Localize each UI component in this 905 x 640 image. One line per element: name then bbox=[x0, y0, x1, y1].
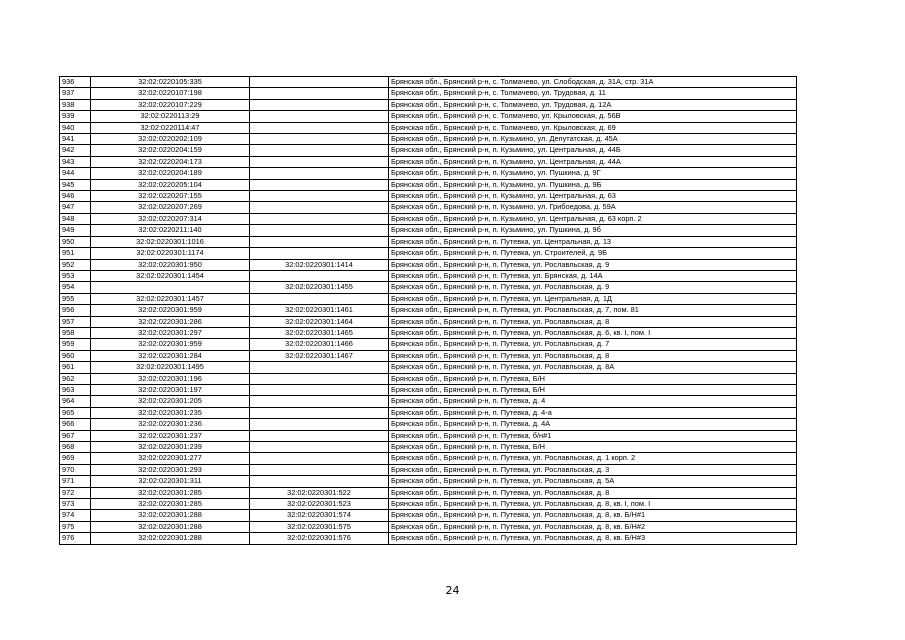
table-row bbox=[60, 350, 797, 361]
sub-cadastral-number-cell bbox=[250, 156, 389, 167]
address-cell: Брянская обл., Брянский р-н, п. Путевка, ул. Рославльская, д. 8, кв. I, пом. I bbox=[389, 499, 797, 510]
address-cell: Брянская обл., Брянский р-н, с. Толмачево, ул. Трудовая, д. 11 bbox=[389, 88, 797, 99]
cadastral-number-cell: 32:02:0220204:173 bbox=[91, 156, 250, 167]
table-row bbox=[60, 487, 797, 498]
row-number-cell: 948 bbox=[60, 213, 91, 224]
address-cell: Брянская обл., Брянский р-н, п. Путевка, ул. Рославльская, д. 8 bbox=[389, 487, 797, 498]
row-number-cell: 960 bbox=[60, 350, 91, 361]
row-number-cell: 974 bbox=[60, 510, 91, 521]
address-cell: Брянская обл., Брянский р-н, п. Путевка, ул. Рославльская, д. 7 bbox=[389, 339, 797, 350]
address-cell: Брянская обл., Брянский р-н, п. Путевка, д. 4 bbox=[389, 396, 797, 407]
cadastral-number-cell: 32:02:0220301:286 bbox=[91, 316, 250, 327]
row-number-cell: 939 bbox=[60, 111, 91, 122]
sub-cadastral-number-cell bbox=[250, 99, 389, 110]
row-number-cell: 954 bbox=[60, 282, 91, 293]
address-cell: Брянская обл., Брянский р-н, п. Путевка, д. 4А bbox=[389, 419, 797, 430]
sub-cadastral-number-cell bbox=[250, 213, 389, 224]
sub-cadastral-number-cell bbox=[250, 464, 389, 475]
table-row bbox=[60, 156, 797, 167]
row-number-cell: 951 bbox=[60, 248, 91, 259]
sub-cadastral-number-cell bbox=[250, 430, 389, 441]
cadastral-number-cell: 32:02:0220204:159 bbox=[91, 145, 250, 156]
table-row bbox=[60, 339, 797, 350]
cadastral-number-cell: 32:02:0220301:311 bbox=[91, 476, 250, 487]
address-cell: Брянская обл., Брянский р-н, п. Кузьмино, ул. Пушкина, д. 9Г bbox=[389, 168, 797, 179]
table-row bbox=[60, 384, 797, 395]
sub-cadastral-number-cell: 32:02:0220301:1467 bbox=[250, 350, 389, 361]
cadastral-number-cell: 32:02:0220301:1016 bbox=[91, 236, 250, 247]
sub-cadastral-number-cell bbox=[250, 476, 389, 487]
table-row bbox=[60, 122, 797, 133]
sub-cadastral-number-cell bbox=[250, 111, 389, 122]
address-cell: Брянская обл., Брянский р-н, п. Путевка, ул. Рославльская, д. 8, кв. Б/Н#2 bbox=[389, 521, 797, 532]
cadastral-number-cell: 32:02:0220301:950 bbox=[91, 259, 250, 270]
cadastral-number-cell: 32:02:0220301:1495 bbox=[91, 362, 250, 373]
row-number-cell: 943 bbox=[60, 156, 91, 167]
table-row bbox=[60, 213, 797, 224]
cadastral-number-cell: 32:02:0220301:959 bbox=[91, 305, 250, 316]
sub-cadastral-number-cell bbox=[250, 248, 389, 259]
address-cell: Брянская обл., Брянский р-н, п. Путевка, ул. Рославльская, д. 3 bbox=[389, 464, 797, 475]
address-cell: Брянская обл., Брянский р-н, п. Путевка, ул. Рославльская, д. 8 bbox=[389, 350, 797, 361]
address-cell: Брянская обл., Брянский р-н, п. Путевка, ул. Строителей, д. 9Б bbox=[389, 248, 797, 259]
table-row bbox=[60, 259, 797, 270]
table-row bbox=[60, 396, 797, 407]
address-cell: Брянская обл., Брянский р-н, п. Путевка, ул. Рославльская, д. 9 bbox=[389, 259, 797, 270]
table-row bbox=[60, 476, 797, 487]
sub-cadastral-number-cell bbox=[250, 225, 389, 236]
sub-cadastral-number-cell bbox=[250, 419, 389, 430]
sub-cadastral-number-cell bbox=[250, 396, 389, 407]
row-number-cell: 949 bbox=[60, 225, 91, 236]
cadastral-number-cell: 32:02:0220301:196 bbox=[91, 373, 250, 384]
row-number-cell: 973 bbox=[60, 499, 91, 510]
table-row bbox=[60, 202, 797, 213]
cadastral-number-cell: 32:02:0220301:288 bbox=[91, 510, 250, 521]
row-number-cell: 972 bbox=[60, 487, 91, 498]
cadastral-number-cell: 32:02:0220301:237 bbox=[91, 430, 250, 441]
sub-cadastral-number-cell: 32:02:0220301:1414 bbox=[250, 259, 389, 270]
address-cell: Брянская обл., Брянский р-н, п. Путевка, ул. Рославльская, д. 8, кв. Б/Н#1 bbox=[389, 510, 797, 521]
cadastral-number-cell: 32:02:0220301:285 bbox=[91, 499, 250, 510]
address-cell: Брянская обл., Брянский р-н, п. Путевка, ул. Брянская, д. 14А bbox=[389, 270, 797, 281]
address-cell: Брянская обл., Брянский р-н, с. Толмачево, ул. Трудовая, д. 12А bbox=[389, 99, 797, 110]
sub-cadastral-number-cell bbox=[250, 77, 389, 88]
row-number-cell: 942 bbox=[60, 145, 91, 156]
address-cell: Брянская обл., Брянский р-н, с. Толмачево, ул. Слободская, д. 31А, стр. 31А bbox=[389, 77, 797, 88]
row-number-cell: 971 bbox=[60, 476, 91, 487]
cadastral-number-cell: 32:02:0220114:47 bbox=[91, 122, 250, 133]
cadastral-number-cell: 32:02:0220205:104 bbox=[91, 179, 250, 190]
cadastral-number-cell: 32:02:0220301:1454 bbox=[91, 270, 250, 281]
address-cell: Брянская обл., Брянский р-н, п. Путевка, Б/Н bbox=[389, 442, 797, 453]
cadastral-number-cell: 32:02:0220301:1174 bbox=[91, 248, 250, 259]
address-cell: Брянская обл., Брянский р-н, п. Кузьмино, ул. Центральная, д. 63 корп. 2 bbox=[389, 213, 797, 224]
row-number-cell: 961 bbox=[60, 362, 91, 373]
cadastral-number-cell: 32:02:0220301:1457 bbox=[91, 293, 250, 304]
address-cell: Брянская обл., Брянский р-н, п. Путевка, б/н#1 bbox=[389, 430, 797, 441]
sub-cadastral-number-cell bbox=[250, 442, 389, 453]
table-row bbox=[60, 111, 797, 122]
table-row bbox=[60, 407, 797, 418]
row-number-cell: 963 bbox=[60, 384, 91, 395]
table-row bbox=[60, 510, 797, 521]
cadastral-number-cell: 32:02:0220301:239 bbox=[91, 442, 250, 453]
table-row bbox=[60, 305, 797, 316]
cadastral-number-cell: 32:02:0220301:284 bbox=[91, 350, 250, 361]
cadastral-number-cell: 32:02:0220107:198 bbox=[91, 88, 250, 99]
address-cell: Брянская обл., Брянский р-н, п. Путевка, Б/Н bbox=[389, 384, 797, 395]
table-row bbox=[60, 270, 797, 281]
cadastral-number-cell: 32:02:0220301:235 bbox=[91, 407, 250, 418]
sub-cadastral-number-cell: 32:02:0220301:1466 bbox=[250, 339, 389, 350]
row-number-cell: 975 bbox=[60, 521, 91, 532]
sub-cadastral-number-cell: 32:02:0220301:1465 bbox=[250, 327, 389, 338]
row-number-cell: 966 bbox=[60, 419, 91, 430]
row-number-cell: 964 bbox=[60, 396, 91, 407]
address-cell: Брянская обл., Брянский р-н, п. Кузьмино, ул. Грибоедова, д. 59А bbox=[389, 202, 797, 213]
sub-cadastral-number-cell: 32:02:0220301:1455 bbox=[250, 282, 389, 293]
address-cell: Брянская обл., Брянский р-н, п. Путевка, ул. Рославльская, д. 6, кв. I, пом. I bbox=[389, 327, 797, 338]
table-row bbox=[60, 99, 797, 110]
cadastral-number-cell: 32:02:0220301:277 bbox=[91, 453, 250, 464]
property-register-table bbox=[59, 76, 797, 545]
address-cell: Брянская обл., Брянский р-н, п. Путевка, ул. Рославльская, д. 7, пом. 81 bbox=[389, 305, 797, 316]
sub-cadastral-number-cell: 32:02:0220301:522 bbox=[250, 487, 389, 498]
table-row bbox=[60, 373, 797, 384]
cadastral-number-cell: 32:02:0220301:293 bbox=[91, 464, 250, 475]
cadastral-number-cell: 32:02:0220207:269 bbox=[91, 202, 250, 213]
cadastral-number-cell: 32:02:0220301:288 bbox=[91, 521, 250, 532]
sub-cadastral-number-cell bbox=[250, 145, 389, 156]
address-cell: Брянская обл., Брянский р-н, п. Кузьмино, ул. Центральная, д. 44А bbox=[389, 156, 797, 167]
table-row bbox=[60, 88, 797, 99]
row-number-cell: 962 bbox=[60, 373, 91, 384]
address-cell: Брянская обл., Брянский р-н, п. Путевка, ул. Рославльская, д. 9 bbox=[389, 282, 797, 293]
row-number-cell: 950 bbox=[60, 236, 91, 247]
table-row bbox=[60, 521, 797, 532]
sub-cadastral-number-cell bbox=[250, 373, 389, 384]
cadastral-number-cell: 32:02:0220202:109 bbox=[91, 134, 250, 145]
cadastral-number-cell: 32:02:0220301:297 bbox=[91, 327, 250, 338]
address-cell: Брянская обл., Брянский р-н, п. Путевка, д. 4-а bbox=[389, 407, 797, 418]
cadastral-number-cell: 32:02:0220113:29 bbox=[91, 111, 250, 122]
sub-cadastral-number-cell bbox=[250, 88, 389, 99]
address-cell: Брянская обл., Брянский р-н, п. Кузьмино, ул. Центральная, д. 63 bbox=[389, 191, 797, 202]
address-cell: Брянская обл., Брянский р-н, п. Кузьмино, ул. Депутатская, д. 45А bbox=[389, 134, 797, 145]
table-row bbox=[60, 145, 797, 156]
table-row bbox=[60, 225, 797, 236]
table-row bbox=[60, 293, 797, 304]
sub-cadastral-number-cell bbox=[250, 134, 389, 145]
row-number-cell: 941 bbox=[60, 134, 91, 145]
row-number-cell: 976 bbox=[60, 533, 91, 544]
sub-cadastral-number-cell bbox=[250, 236, 389, 247]
row-number-cell: 968 bbox=[60, 442, 91, 453]
address-cell: Брянская обл., Брянский р-н, с. Толмачево, ул. Крыловская, д. 56В bbox=[389, 111, 797, 122]
table-row bbox=[60, 453, 797, 464]
table-row bbox=[60, 248, 797, 259]
table-row bbox=[60, 362, 797, 373]
row-number-cell: 956 bbox=[60, 305, 91, 316]
row-number-cell: 970 bbox=[60, 464, 91, 475]
table-row bbox=[60, 499, 797, 510]
sub-cadastral-number-cell: 32:02:0220301:1464 bbox=[250, 316, 389, 327]
sub-cadastral-number-cell: 32:02:0220301:574 bbox=[250, 510, 389, 521]
table-row bbox=[60, 168, 797, 179]
sub-cadastral-number-cell bbox=[250, 293, 389, 304]
row-number-cell: 940 bbox=[60, 122, 91, 133]
sub-cadastral-number-cell bbox=[250, 384, 389, 395]
row-number-cell: 957 bbox=[60, 316, 91, 327]
cadastral-number-cell bbox=[91, 282, 250, 293]
table-row bbox=[60, 327, 797, 338]
address-cell: Брянская обл., Брянский р-н, п. Путевка, ул. Рославльская, д. 8, кв. Б/Н#3 bbox=[389, 533, 797, 544]
table-row bbox=[60, 236, 797, 247]
address-cell: Брянская обл., Брянский р-н, п. Путевка, ул. Рославльская, д. 5А bbox=[389, 476, 797, 487]
sub-cadastral-number-cell bbox=[250, 270, 389, 281]
table-row bbox=[60, 134, 797, 145]
sub-cadastral-number-cell bbox=[250, 122, 389, 133]
row-number-cell: 944 bbox=[60, 168, 91, 179]
row-number-cell: 945 bbox=[60, 179, 91, 190]
table-body bbox=[60, 77, 797, 545]
cadastral-number-cell: 32:02:0220301:959 bbox=[91, 339, 250, 350]
cadastral-number-cell: 32:02:0220107:229 bbox=[91, 99, 250, 110]
row-number-cell: 953 bbox=[60, 270, 91, 281]
row-number-cell: 946 bbox=[60, 191, 91, 202]
table-row bbox=[60, 179, 797, 190]
cadastral-number-cell: 32:02:0220301:236 bbox=[91, 419, 250, 430]
address-cell: Брянская обл., Брянский р-н, п. Путевка, ул. Рославльская, д. 1 корп. 2 bbox=[389, 453, 797, 464]
row-number-cell: 947 bbox=[60, 202, 91, 213]
sub-cadastral-number-cell: 32:02:0220301:523 bbox=[250, 499, 389, 510]
sub-cadastral-number-cell bbox=[250, 202, 389, 213]
cadastral-number-cell: 32:02:0220105:335 bbox=[91, 77, 250, 88]
row-number-cell: 952 bbox=[60, 259, 91, 270]
row-number-cell: 938 bbox=[60, 99, 91, 110]
table-row bbox=[60, 533, 797, 544]
table-row bbox=[60, 316, 797, 327]
address-cell: Брянская обл., Брянский р-н, п. Кузьмино, ул. Пушкина, д. 9б bbox=[389, 225, 797, 236]
row-number-cell: 937 bbox=[60, 88, 91, 99]
cadastral-number-cell: 32:02:0220301:205 bbox=[91, 396, 250, 407]
table-row bbox=[60, 191, 797, 202]
table-row bbox=[60, 464, 797, 475]
cadastral-number-cell: 32:02:0220207:155 bbox=[91, 191, 250, 202]
address-cell: Брянская обл., Брянский р-н, п. Путевка, ул. Центральная, д. 1Д bbox=[389, 293, 797, 304]
sub-cadastral-number-cell bbox=[250, 407, 389, 418]
row-number-cell: 955 bbox=[60, 293, 91, 304]
row-number-cell: 969 bbox=[60, 453, 91, 464]
row-number-cell: 936 bbox=[60, 77, 91, 88]
address-cell: Брянская обл., Брянский р-н, п. Кузьмино, ул. Центральная, д. 44Б bbox=[389, 145, 797, 156]
table-row bbox=[60, 430, 797, 441]
table-row bbox=[60, 419, 797, 430]
address-cell: Брянская обл., Брянский р-н, п. Путевка, Б/Н bbox=[389, 373, 797, 384]
row-number-cell: 959 bbox=[60, 339, 91, 350]
sub-cadastral-number-cell: 32:02:0220301:575 bbox=[250, 521, 389, 532]
page-number: 24 bbox=[445, 584, 460, 597]
table-row bbox=[60, 77, 797, 88]
sub-cadastral-number-cell bbox=[250, 362, 389, 373]
address-cell: Брянская обл., Брянский р-н, п. Путевка, ул. Рославльская, д. 8 bbox=[389, 316, 797, 327]
sub-cadastral-number-cell bbox=[250, 453, 389, 464]
cadastral-number-cell: 32:02:0220301:288 bbox=[91, 533, 250, 544]
sub-cadastral-number-cell: 32:02:0220301:1461 bbox=[250, 305, 389, 316]
cadastral-number-cell: 32:02:0220207:314 bbox=[91, 213, 250, 224]
cadastral-number-cell: 32:02:0220211:140 bbox=[91, 225, 250, 236]
row-number-cell: 958 bbox=[60, 327, 91, 338]
cadastral-number-cell: 32:02:0220301:197 bbox=[91, 384, 250, 395]
row-number-cell: 967 bbox=[60, 430, 91, 441]
row-number-cell: 965 bbox=[60, 407, 91, 418]
address-cell: Брянская обл., Брянский р-н, п. Кузьмино, ул. Пушкина, д. 9Б bbox=[389, 179, 797, 190]
address-cell: Брянская обл., Брянский р-н, п. Путевка, ул. Центральная, д. 13 bbox=[389, 236, 797, 247]
address-cell: Брянская обл., Брянский р-н, с. Толмачево, ул. Крыловская, д. 69 bbox=[389, 122, 797, 133]
cadastral-number-cell: 32:02:0220301:285 bbox=[91, 487, 250, 498]
sub-cadastral-number-cell bbox=[250, 168, 389, 179]
address-cell: Брянская обл., Брянский р-н, п. Путевка, ул. Рославльская, д. 8А bbox=[389, 362, 797, 373]
sub-cadastral-number-cell bbox=[250, 191, 389, 202]
table-row bbox=[60, 282, 797, 293]
table-row bbox=[60, 442, 797, 453]
sub-cadastral-number-cell bbox=[250, 179, 389, 190]
sub-cadastral-number-cell: 32:02:0220301:576 bbox=[250, 533, 389, 544]
cadastral-number-cell: 32:02:0220204:189 bbox=[91, 168, 250, 179]
